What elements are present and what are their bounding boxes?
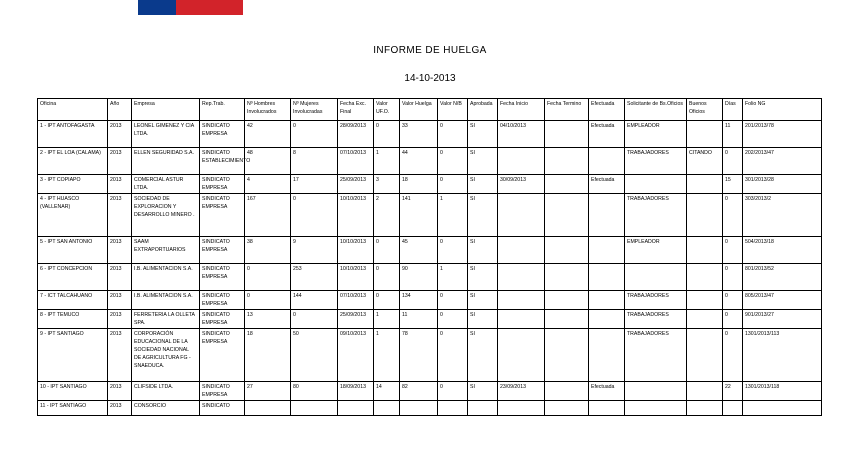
gobierno-logo — [138, 0, 338, 16]
table-cell — [625, 264, 687, 291]
column-header: Valor Huelga — [400, 99, 438, 121]
table-cell: EMPLEADOR — [625, 121, 687, 148]
table-cell: EMPLEADOR — [625, 237, 687, 264]
table-cell: 201/2013/78 — [743, 121, 822, 148]
table-cell: 3 — [374, 175, 400, 194]
table-cell: 11 - IPT SANTIAGO — [38, 401, 108, 416]
table-cell: LEONEL GIMENEZ Y CIA LTDA. — [132, 121, 200, 148]
table-cell: 1 — [374, 329, 400, 382]
column-header: Empresa — [132, 99, 200, 121]
table-cell: CLIFSIDE LTDA. — [132, 382, 200, 401]
table-cell — [545, 237, 589, 264]
table-cell: SINDICATO EMPRESA — [200, 310, 245, 329]
table-row — [38, 291, 822, 310]
table-cell: 0 — [723, 310, 743, 329]
column-header: Buenos Oficios — [687, 99, 723, 121]
table-cell: TRABAJADORES — [625, 194, 687, 237]
table-cell: 141 — [400, 194, 438, 237]
table-cell: 0 — [438, 175, 468, 194]
table-cell: I.B. ALIMENTACION S.A. — [132, 291, 200, 310]
table-cell — [545, 310, 589, 329]
table-cell — [687, 329, 723, 382]
table-cell — [498, 264, 545, 291]
table-cell: 11 — [400, 310, 438, 329]
strike-report-table — [37, 98, 822, 416]
table-cell: TRABAJADORES — [625, 291, 687, 310]
column-header: Valor UF.O. — [374, 99, 400, 121]
table-cell — [545, 329, 589, 382]
table-cell: SI — [468, 194, 498, 237]
table-cell — [498, 291, 545, 310]
table-row — [38, 194, 822, 237]
table-cell: 9 — [291, 237, 338, 264]
column-header: Nº Hombres Involucrados — [245, 99, 291, 121]
table-cell: 14 — [374, 382, 400, 401]
table-cell — [545, 291, 589, 310]
table-cell: ELLEN SEGURIDAD S.A. — [132, 148, 200, 175]
table-cell: SI — [468, 121, 498, 148]
table-cell: 0 — [374, 237, 400, 264]
table-cell: 2013 — [108, 175, 132, 194]
table-cell — [625, 382, 687, 401]
table-cell: Efectuada — [589, 121, 625, 148]
table-cell — [438, 401, 468, 416]
table-cell: 0 — [291, 194, 338, 237]
table-cell: 0 — [723, 194, 743, 237]
table-cell — [291, 401, 338, 416]
column-header: Rep.Trab. — [200, 99, 245, 121]
table-cell — [498, 401, 545, 416]
table-cell — [545, 194, 589, 237]
table-cell: 144 — [291, 291, 338, 310]
table-cell — [589, 329, 625, 382]
table-cell: 1 — [374, 148, 400, 175]
table-cell: 30/09/2013 — [498, 175, 545, 194]
table-row — [38, 175, 822, 194]
column-header: Nº Mujeres Involucradas — [291, 99, 338, 121]
report-title: INFORME DE HUELGA — [373, 45, 487, 56]
table-cell: 07/10/2013 — [338, 148, 374, 175]
table-cell — [498, 237, 545, 264]
table-cell — [687, 264, 723, 291]
table-cell: TRABAJADORES — [625, 310, 687, 329]
table-cell: 0 — [723, 237, 743, 264]
table-cell: SOCIEDAD DE EXPLORACION Y DESARROLLO MINERO . — [132, 194, 200, 237]
table-cell — [589, 237, 625, 264]
column-header: Días — [723, 99, 743, 121]
table-cell: 48 — [245, 148, 291, 175]
table-cell: 42 — [245, 121, 291, 148]
table-row — [38, 264, 822, 291]
table-cell: 0 — [438, 237, 468, 264]
table-cell — [743, 401, 822, 416]
table-cell: Efectuada — [589, 175, 625, 194]
table-cell — [625, 175, 687, 194]
table-cell: 25/09/2013 — [338, 175, 374, 194]
table-cell — [589, 310, 625, 329]
table-cell: 27 — [245, 382, 291, 401]
table-cell: 38 — [245, 237, 291, 264]
table-cell: SINDICATO EMPRESA — [200, 237, 245, 264]
table-cell — [589, 401, 625, 416]
table-cell: 44 — [400, 148, 438, 175]
table-cell: SINDICATO EMPRESA — [200, 329, 245, 382]
table-cell: 9 - IPT SANTIAGO — [38, 329, 108, 382]
table-cell: 18 — [245, 329, 291, 382]
table-cell: 0 — [438, 121, 468, 148]
table-cell: I.B. ALIMENTACION S.A. — [132, 264, 200, 291]
table-cell: 22 — [723, 382, 743, 401]
table-cell: 09/10/2013 — [338, 329, 374, 382]
table-cell: SI — [468, 175, 498, 194]
table-cell: 0 — [438, 310, 468, 329]
table-cell: CORPORACIÓN EDUCACIONAL DE LA SOCIEDAD NACIONAL DE AGRICULTURA FG - SNAEDUCA. — [132, 329, 200, 382]
table-cell: 2 - IPT EL LOA (CALAMA) — [38, 148, 108, 175]
table-cell: SI — [468, 148, 498, 175]
table-cell — [687, 401, 723, 416]
table-cell — [468, 401, 498, 416]
table-cell: SINDICATO — [200, 401, 245, 416]
table-cell: 0 — [291, 310, 338, 329]
table-cell: 15 — [723, 175, 743, 194]
column-header: Solicitante de Bs.Oficios — [625, 99, 687, 121]
table-cell: 0 — [723, 329, 743, 382]
table-cell — [687, 194, 723, 237]
table-cell: 50 — [291, 329, 338, 382]
table-cell — [498, 148, 545, 175]
logo-text: Gobierno de Chile — [314, 4, 338, 16]
table-cell — [589, 148, 625, 175]
table-cell — [374, 401, 400, 416]
table-cell: 33 — [400, 121, 438, 148]
table-cell: TRABAJADORES — [625, 148, 687, 175]
table-cell: 4 - IPT HUASCO (VALLENAR) — [38, 194, 108, 237]
table-cell — [687, 175, 723, 194]
table-cell: 0 — [723, 264, 743, 291]
column-header: Folio NG — [743, 99, 822, 121]
table-cell: 28/09/2013 — [338, 121, 374, 148]
table-cell: 2013 — [108, 121, 132, 148]
table-cell: SINDICATO EMPRESA — [200, 194, 245, 237]
table-cell: 25/09/2013 — [338, 310, 374, 329]
table-cell: COMERCIAL ASTUR LTDA. — [132, 175, 200, 194]
table-cell: 90 — [400, 264, 438, 291]
table-row — [38, 310, 822, 329]
table-cell: 45 — [400, 237, 438, 264]
table-cell: SINDICATO EMPRESA — [200, 175, 245, 194]
column-header: Valor N/B — [438, 99, 468, 121]
table-cell: SINDICATO EMPRESA — [200, 382, 245, 401]
table-cell: 0 — [374, 264, 400, 291]
table-cell: 78 — [400, 329, 438, 382]
table-cell: 10/10/2013 — [338, 264, 374, 291]
table-cell — [400, 401, 438, 416]
table-cell: 0 — [438, 382, 468, 401]
table-cell: 07/10/2013 — [338, 291, 374, 310]
table-cell: CITANDO — [687, 148, 723, 175]
table-cell: 10/10/2013 — [338, 237, 374, 264]
table-cell: 2013 — [108, 401, 132, 416]
table-cell: 4 — [245, 175, 291, 194]
table-cell: 1 - IPT ANTOFAGASTA — [38, 121, 108, 148]
table-cell: SINDICATO EMPRESA — [200, 291, 245, 310]
table-cell — [687, 121, 723, 148]
table-cell — [687, 382, 723, 401]
table-cell: 13 — [245, 310, 291, 329]
table-cell: 2013 — [108, 194, 132, 237]
table-row — [38, 237, 822, 264]
table-cell: 3 - IPT COPIAPO — [38, 175, 108, 194]
table-cell: 0 — [245, 291, 291, 310]
table-row — [38, 401, 822, 416]
table-cell: 1 — [438, 194, 468, 237]
column-header: Fecha Exc. Final — [338, 99, 374, 121]
table-header-row — [38, 99, 822, 121]
table-cell: 1 — [374, 310, 400, 329]
table-cell: 801/2013/52 — [743, 264, 822, 291]
table-cell: 6 - IPT CONCEPCION — [38, 264, 108, 291]
table-cell: 8 - IPT TEMUCO — [38, 310, 108, 329]
table-cell: SI — [468, 329, 498, 382]
table-cell: 2013 — [108, 148, 132, 175]
table-cell: 805/2013/47 — [743, 291, 822, 310]
table-cell: 0 — [438, 329, 468, 382]
column-header: Año — [108, 99, 132, 121]
table-cell: FERRETERIA LA OLLETA SPA. — [132, 310, 200, 329]
table-row — [38, 121, 822, 148]
table-cell — [589, 264, 625, 291]
table-cell — [545, 382, 589, 401]
table-cell: 2013 — [108, 329, 132, 382]
report-date: 14-10-2013 — [404, 73, 456, 84]
table-cell: 2 — [374, 194, 400, 237]
column-header: Fecha Inicio — [498, 99, 545, 121]
table-cell — [545, 148, 589, 175]
table-cell — [545, 121, 589, 148]
table-cell: 2013 — [108, 382, 132, 401]
table-row — [38, 382, 822, 401]
table-cell: 8 — [291, 148, 338, 175]
table-cell: TRABAJADORES — [625, 329, 687, 382]
column-header: Aprobada — [468, 99, 498, 121]
table-row — [38, 329, 822, 382]
table-cell: 253 — [291, 264, 338, 291]
table-cell: 1 — [438, 264, 468, 291]
table-cell: SINDICATO ESTABLECIMIENTO — [200, 148, 245, 175]
table-cell: 0 — [438, 148, 468, 175]
table-cell: 23/09/2013 — [498, 382, 545, 401]
table-cell: 301/2013/28 — [743, 175, 822, 194]
table-row — [38, 148, 822, 175]
table-cell — [625, 401, 687, 416]
table-cell: 2013 — [108, 291, 132, 310]
table-cell: Efectuada — [589, 382, 625, 401]
table-cell: SI — [468, 264, 498, 291]
table-cell: SI — [468, 237, 498, 264]
table-cell: 504/2013/18 — [743, 237, 822, 264]
table-cell — [498, 194, 545, 237]
table-cell: 80 — [291, 382, 338, 401]
column-header: Efectuada — [589, 99, 625, 121]
table-cell: SINDICATO EMPRESA — [200, 121, 245, 148]
table-cell — [545, 401, 589, 416]
table-cell: 7 - ICT TALCAHUANO — [38, 291, 108, 310]
table-cell: SI — [468, 310, 498, 329]
table-cell — [338, 401, 374, 416]
table-cell: 18/09/2013 — [338, 382, 374, 401]
table-cell: 5 - IPT SAN ANTONIO — [38, 237, 108, 264]
column-header: Fecha Termino — [545, 99, 589, 121]
table-cell — [245, 401, 291, 416]
table-cell: 2013 — [108, 310, 132, 329]
table-cell: 2013 — [108, 237, 132, 264]
table-cell — [498, 310, 545, 329]
table-cell: 0 — [723, 148, 743, 175]
table-cell: 82 — [400, 382, 438, 401]
table-cell: 202/2013/47 — [743, 148, 822, 175]
table-cell: 0 — [438, 291, 468, 310]
table-cell: 901/2013/27 — [743, 310, 822, 329]
table-cell: 303/2013/2 — [743, 194, 822, 237]
table-cell: 2013 — [108, 264, 132, 291]
table-cell — [723, 401, 743, 416]
table-cell: 0 — [245, 264, 291, 291]
table-cell — [589, 194, 625, 237]
table-cell: 0 — [723, 291, 743, 310]
table-cell — [589, 291, 625, 310]
table-cell: 04/10/2013 — [498, 121, 545, 148]
table-cell — [498, 329, 545, 382]
table-cell: 1301/2013/118 — [743, 382, 822, 401]
table-cell: CONSORCIO — [132, 401, 200, 416]
table-cell — [687, 291, 723, 310]
table-cell — [545, 264, 589, 291]
table-cell: 17 — [291, 175, 338, 194]
table-cell: 0 — [374, 291, 400, 310]
table-cell: 10/10/2013 — [338, 194, 374, 237]
table-cell — [687, 310, 723, 329]
table-cell: SI — [468, 291, 498, 310]
column-header: Oficina — [38, 99, 108, 121]
table-cell — [545, 175, 589, 194]
table-cell: 134 — [400, 291, 438, 310]
table-cell — [687, 237, 723, 264]
table-cell: 167 — [245, 194, 291, 237]
table-cell: 10 - IPT SANTIAGO — [38, 382, 108, 401]
table-cell: 0 — [374, 121, 400, 148]
table-cell: 11 — [723, 121, 743, 148]
table-cell: SAAM EXTRAPORTUARIOS — [132, 237, 200, 264]
table-cell: SI — [468, 382, 498, 401]
table-cell: 1301/2013/113 — [743, 329, 822, 382]
table-cell: SINDICATO EMPRESA — [200, 264, 245, 291]
table-cell: 0 — [291, 121, 338, 148]
table-cell: 18 — [400, 175, 438, 194]
